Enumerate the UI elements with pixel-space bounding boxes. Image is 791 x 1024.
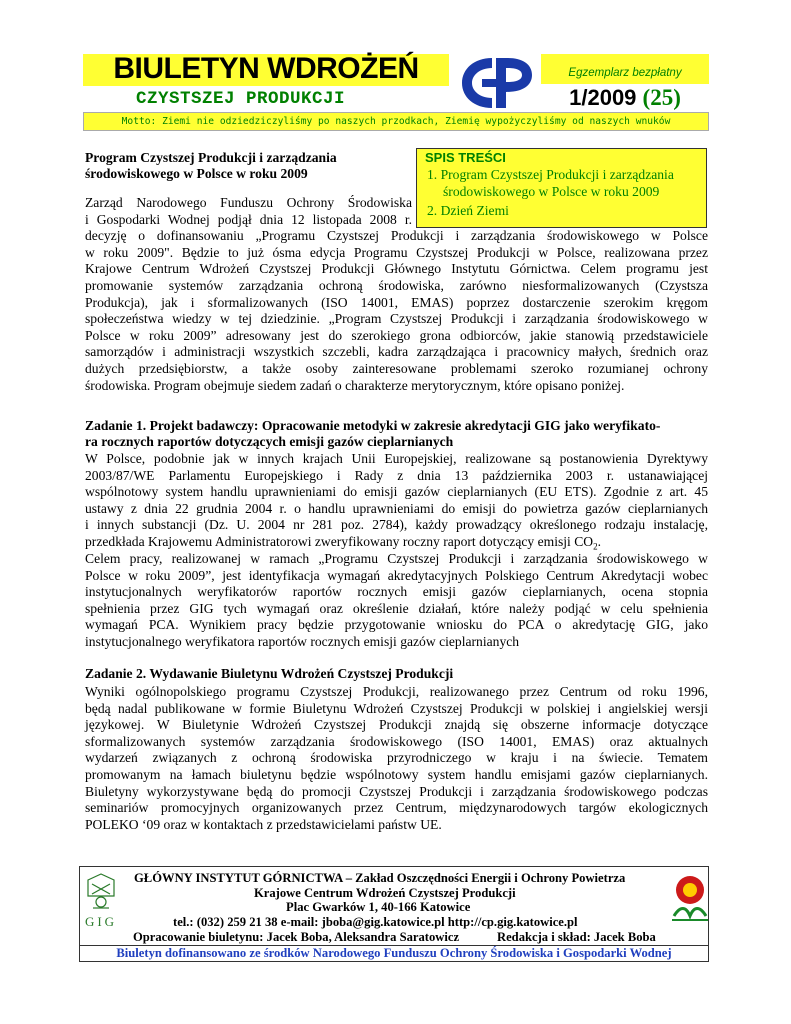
task1-body2-line: Celem pracy, realizowanej w ramach „Programu Czystszej Produkcji i zarządzania środowiskowego w: [85, 551, 708, 566]
task1-body2-line: instytucjonalnego weryfikatora raportów rocznych emisji gazów cieplarnianych: [85, 634, 520, 649]
task2-body-line: Wyniki ogólnopolskiego programu Czystszej Produkcji, realizowanego przez Centrum od roku 1996,: [85, 684, 708, 699]
task1-body-line: W Polsce, podobnie jak w innych krajach Unii Europejskiej, realizowane są postanowienia Dyrektywy: [85, 451, 708, 466]
toc-item-2[interactable]: 2. Dzień Ziemi: [427, 203, 509, 218]
intro-line: Krajowe Centrum Wdrożeń Czystszej Produkcji Głównego Instytutu Górnictwa. Celem programu jest: [85, 261, 708, 277]
task1-co2-prefix: przedkłada Krajowemu Administratorowi zweryfikowany roczny raport dotyczący emisji CO: [85, 534, 594, 549]
task1-body2-line: instytucjonalnych weryfikatorów raportów rocznych emisji gazów cieplarnianych, ocena stopnia: [85, 584, 708, 600]
toc-item-1[interactable]: 1. Program Czystszej Produkcji i zarządzania: [427, 167, 674, 182]
intro-line: społeczeństwa wiedzy w tej dziedzinie. „Program Czystszej Produkcji i zarządzania środowiskowego w: [85, 311, 708, 327]
funding-note: Biuletyn dofinansowano ze środków Narodowego Funduszu Ochrony Środowiska i Gospodarki Wodnej: [116, 946, 672, 960]
task2-body-line: Biuletyny wykorzystywane będą do promocji Czystszej Produkcji i zarządzania środowiskowego podczas: [85, 783, 708, 799]
footer-institute: GŁÓWNY INSTYTUT GÓRNICTWA – Zakład Oszczędności Energii i Ochrony Powietrza: [134, 871, 626, 885]
gig-logo-icon: [82, 872, 120, 934]
intro-line: decyzję o dofinansowaniu „Programu Czystszej Produkcji i zarządzania środowiskowego w Polsce: [85, 228, 708, 244]
intro-line: i Gospodarki Wodnej podjął dnia 12 listopada 2008 r.: [85, 211, 412, 227]
task1-heading-line1: Zadanie 1. Projekt badawczy: Opracowanie metodyki w zakresie akredytacji GIG jako weryfikato-: [85, 418, 661, 433]
intro-line: Produkcja), jak i sformalizowanych (ISO 14001, EMAS) poprzez dostarczenie szerokim kręgom: [85, 294, 708, 310]
footer-authors: Opracowanie biuletynu: Jacek Boba, Aleksandra Saratowicz: [133, 930, 460, 944]
task1-body2-line: spełnienia przez GIG tych wymagań oraz określenie działań, które należy podjąć w celu spełnienia: [85, 600, 708, 616]
gig-logo-text: GIG: [84, 914, 118, 929]
task1-heading-line2: ra rocznych raportów dotyczących emisji gazów cieplarnianych: [85, 434, 454, 449]
task2-body-line: promowanym na łamach biuletynu będzie wspólnotowy system handlu emisjami gazów cieplarnianych.: [85, 767, 708, 782]
intro-line: środowiska. Program obejmuje siedem zadań o charakterze merytorycznym, które opisano poniżej.: [85, 377, 625, 393]
task1-body-line: wspólnotowy system handlu uprawnieniami do emisji gazów cieplarnianych (EU ETS). Zgodnie z art. 45: [85, 484, 708, 500]
footer-editor: Redakcja i skład: Jacek Boba: [497, 930, 656, 944]
task1-body-line: ustawy z dnia 22 grudnia 2004 r. o handlu uprawnieniami do emisji do powietrza gazów cieplarnianych: [85, 500, 708, 516]
task2-body-line: seminariów promocyjnych organizowanych przez Centrum, międzynarodowych targów ekologicznych: [85, 800, 708, 816]
issue-label: 1/2009: [569, 85, 637, 110]
footer-address: Plac Gwarków 1, 40-166 Katowice: [286, 900, 471, 914]
task1-body-line: 2003/87/WE Parlamentu Europejskiego i Rady z dnia 13 października 2003 r. ustanawiającej: [85, 467, 708, 483]
intro-line: w roku 2009". Będzie to już ósma edycja Programu Czystszej Produkcji w Polsce, realizowana przez: [85, 244, 708, 260]
issue-sequence: (25): [642, 85, 681, 110]
footer-centre: Krajowe Centrum Wdrożeń Czystszej Produkcji: [254, 886, 516, 900]
task2-heading: Zadanie 2. Wydawanie Biuletynu Wdrożeń Czystszej Produkcji: [85, 666, 454, 681]
intro-line: promowanie systemów zarządzania ochroną środowiska, zarówno niesformalizowanych (Czystsza: [85, 278, 708, 293]
issue-number: [541, 84, 709, 112]
intro-line: Polsce w roku 2009” adresowany jest do szerokiego grona odbiorców, jakie stanowią przedstawiciele: [85, 327, 708, 343]
bulletin-title: BIULETYN WDROŻEŃ: [113, 52, 419, 85]
cp-logo-icon: [456, 54, 536, 112]
motto: Motto: Ziemi nie odziedziczyliśmy po naszych przodkach, Ziemię wypożyczyliśmy od naszych wnuków: [121, 116, 671, 127]
article-heading-line1: Program Czystszej Produkcji i zarządzania: [85, 150, 337, 165]
bulletin-subtitle: CZYSTSZEJ PRODUKCJI: [136, 89, 346, 109]
task2-body-line: będą nadal publikowane w formie Biuletynu Wdrożeń Czystszej Produkcji w polskiej i angielskiej wersji: [85, 700, 708, 716]
task2-body-line: POLEKO ‘09 oraz w kontaktach z przedstawicielami państw UE.: [85, 816, 442, 832]
toc-item-1-cont[interactable]: środowiskowego w Polsce w roku 2009: [443, 184, 660, 199]
toc-title: SPIS TREŚCI: [425, 150, 506, 165]
task1-co2-suffix: .: [597, 534, 601, 549]
task2-body-line: językowej. W Biuletynie Wdrożeń Czystszej Produkcji znajdą się obszerne informacje dotyczące: [85, 717, 708, 733]
footer-contact[interactable]: tel.: (032) 259 21 38 e-mail: jboba@gig.katowice.pl http://cp.gig.katowice.pl: [173, 915, 578, 929]
task1-body-line: i innych substancji (Dz. U. 2004 nr 281 poz. 2784), każdy prowadzący określonego rodzaju instalację,: [85, 517, 708, 533]
free-copy-label: Egzemplarz bezpłatny: [568, 67, 682, 79]
flower-logo-icon: [670, 872, 710, 922]
article-heading-line2: środowiskowego w Polsce w roku 2009: [85, 166, 308, 181]
intro-line: Zarząd Narodowego Funduszu Ochrony Środowiska: [85, 195, 412, 210]
task1-body2-line: wymagań PCA. Wynikiem pracy będzie przygotowanie wniosku do PCA o akredytację GIG, jako: [85, 617, 708, 633]
co2-subscript: 2: [593, 541, 598, 552]
intro-line: dużych przedsiębiorstw, a także osoby zainteresowane problemami szeroko rozumianej ochrony: [85, 361, 708, 376]
task1-body2-line: Polsce w roku 2009”, jest identyfikacja wymagań akredytacyjnych Polskiego Centrum Akredytacji wobec: [85, 567, 708, 583]
task2-body-line: wydarzeń związanych z ochroną środowiska przyrodniczego w kraju i na świecie. Tematem: [85, 750, 708, 766]
intro-line: samorządów i administracji wszystkich szczebli, kadra zarządzająca i pracownicy małych, średnich oraz: [85, 344, 708, 360]
task2-body-line: sformalizowanych systemów zarządzania środowiskowego (ISO 14001, EMAS) oraz aktualnych: [85, 733, 708, 749]
